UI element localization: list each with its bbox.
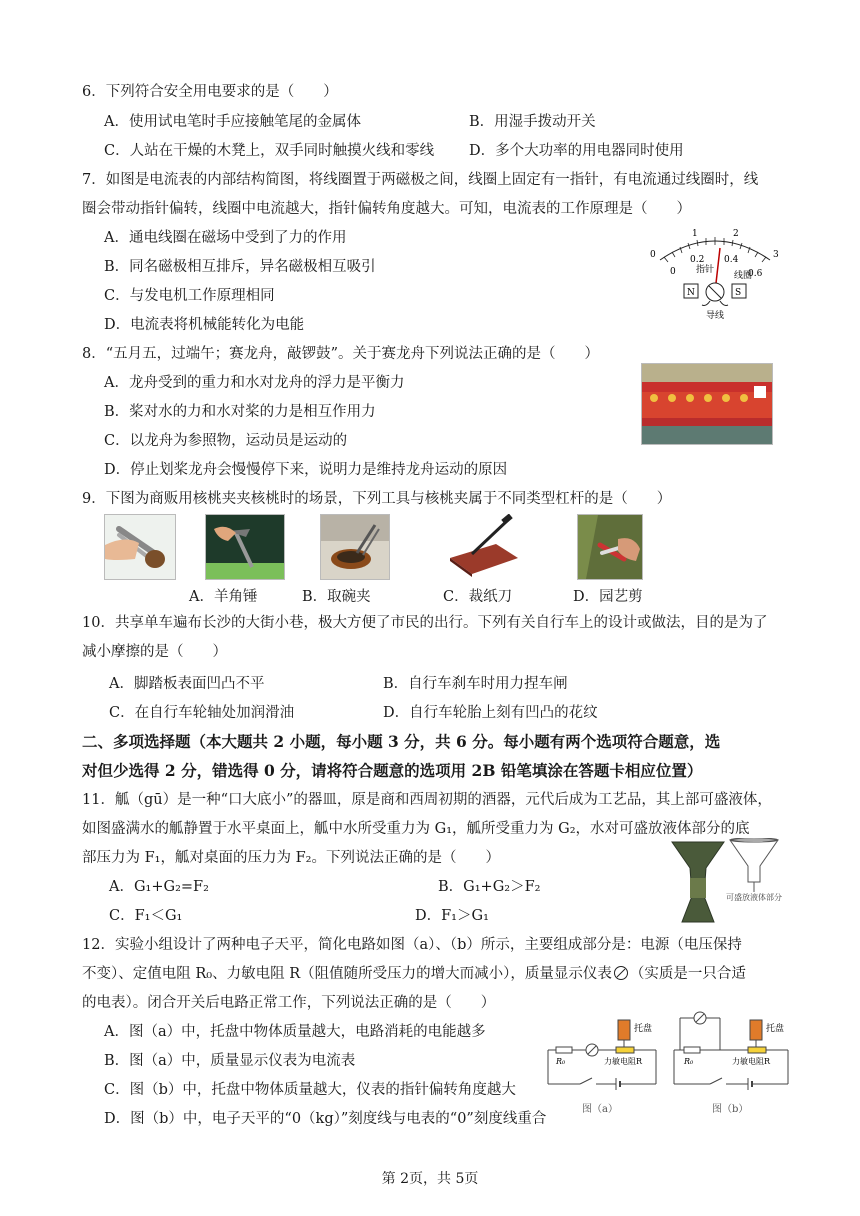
meter-symbol-icon xyxy=(613,965,629,981)
walnut-cracker-photo xyxy=(104,514,176,580)
q10-option-b: B．自行车刹车时用力捏车闸 xyxy=(383,676,568,692)
circuit-diagram-b xyxy=(670,1008,794,1096)
q8-option-a: A．龙舟受到的重力和水对龙舟的浮力是平衡力 xyxy=(104,375,405,391)
dragon-boat-photo xyxy=(641,363,773,445)
circuit-a-tray-label: 托盘 xyxy=(634,1024,653,1034)
scale-bottom-2: 0.4 xyxy=(724,255,739,265)
gu-vessel-figure xyxy=(668,838,786,926)
q8-stem: 8．“五月五，过端午；赛龙舟，敲锣鼓”。关于赛龙舟下列说法正确的是（ ） xyxy=(82,346,600,362)
q9-option-d: D．园艺剪 xyxy=(573,589,643,605)
circuit-a-r: 力敏电阻R xyxy=(604,1057,643,1066)
scale-bottom-1: 0.2 xyxy=(690,255,705,265)
q11-option-a: A．G₁+G₂=F₂ xyxy=(109,879,209,895)
q10-stem-line2: 减小摩擦的是（ ） xyxy=(82,644,227,660)
q6-option-b: B．用湿手拨动开关 xyxy=(469,114,596,130)
q7-option-c: C．与发电机工作原理相同 xyxy=(104,288,275,304)
ammeter-diagram xyxy=(640,222,790,324)
circuit-a-caption: 图（a） xyxy=(582,1104,618,1115)
section2-title-line2: 对但少选得 2 分，错选得 0 分，请将符合题意的选项用 2B 铅笔填涂在答题卡相应位置） xyxy=(82,761,703,780)
q7-option-b: B．同名磁极相互排斥，异名磁极相互吸引 xyxy=(104,259,376,275)
magnet-n: N xyxy=(687,288,695,298)
q10-option-c: C．在自行车轮轴处加润滑油 xyxy=(109,705,295,721)
scale-top-3: 3 xyxy=(773,250,779,260)
q8-option-d: D．停止划桨龙舟会慢慢停下来，说明力是维持龙舟运动的原因 xyxy=(104,462,508,478)
q10-option-a: A．脚踏板表面凹凸不平 xyxy=(109,676,265,692)
q12-option-b: B．图（a）中，质量显示仪表为电流表 xyxy=(104,1053,356,1069)
q7-stem-line2: 圈会带动指针偏转，线圈中电流越大，指针偏转角度越大。可知，电流表的工作原理是（ ） xyxy=(82,201,691,217)
scale-top-0: 0 xyxy=(650,250,656,260)
q12-stem-line2-text: 不变）、定值电阻 R₀、力敏电阻 R（阻值随所受压力的增大而减小），质量显示仪表 xyxy=(82,966,612,982)
coil-label: 线圈 xyxy=(734,271,753,281)
q6-option-a: A．使用试电笔时手应接触笔尾的金属体 xyxy=(104,114,361,130)
q11-option-b: B．G₁+G₂＞F₂ xyxy=(438,879,541,895)
q10-option-d: D．自行车轮胎上刻有凹凸的花纹 xyxy=(383,705,598,721)
gu-figure-label: 可盛放液体部分 xyxy=(726,893,782,902)
q11-option-d: D．F₁＞G₁ xyxy=(415,908,489,924)
q8-option-b: B．桨对水的力和水对桨的力是相互作用力 xyxy=(104,404,376,420)
scale-top-2: 2 xyxy=(733,229,739,239)
q6-option-d: D．多个大功率的用电器同时使用 xyxy=(469,143,684,159)
q9-option-a: A．羊角锤 xyxy=(189,589,258,605)
q11-stem-line3: 部压力为 F₁，觚对桌面的压力为 F₂。下列说法正确的是（ ） xyxy=(82,850,500,866)
circuit-b-caption: 图（b） xyxy=(712,1104,749,1115)
scale-bottom-0: 0 xyxy=(670,267,676,277)
q7-stem-line1: 7．如图是电流表的内部结构简图，将线圈置于两磁极之间，线圈上固定有一指针，有电流通过线圈时，线 xyxy=(82,172,759,188)
q12-stem-line1: 12．实验小组设计了两种电子天平，简化电路如图（a）、（b）所示，主要组成部分是：电源（电压保持 xyxy=(82,937,742,953)
paper-cutter-photo xyxy=(446,514,522,578)
magnet-s: S xyxy=(735,288,742,298)
q12-option-d: D．图（b）中，电子天平的“0（kg）”刻度线与电表的“0”刻度线重合 xyxy=(104,1111,547,1127)
scale-top-1: 1 xyxy=(692,229,698,239)
q11-option-c: C．F₁＜G₁ xyxy=(109,908,183,924)
q8-option-c: C．以龙舟为参照物，运动员是运动的 xyxy=(104,433,348,449)
q7-option-a: A．通电线圈在磁场中受到了力的作用 xyxy=(104,230,347,246)
q11-stem-line2: 如图盛满水的觚静置于水平桌面上，觚中水所受重力为 G₁，觚所受重力为 G₂，水对可盛放液体部分的底 xyxy=(82,821,750,837)
q12-stem-line3: 的电表）。闭合开关后电路正常工作，下列说法正确的是（ ） xyxy=(82,995,496,1011)
q9-option-c: C．裁纸刀 xyxy=(443,589,513,605)
pointer-label: 指针 xyxy=(696,265,715,275)
q11-stem-line1: 11．觚（gū）是一种“口大底小”的器皿，原是商和西周初期的酒器，元代后成为工艺品，其上部可盛液体， xyxy=(82,792,772,808)
page-number: 第 2页，共 5页 xyxy=(381,1171,479,1187)
scale-bottom-3: 0.6 xyxy=(748,269,763,279)
q7-option-d: D．电流表将机械能转化为电能 xyxy=(104,317,305,333)
q12-stem-line2-tail: （实质是一只合适 xyxy=(629,966,746,982)
garden-shears-photo xyxy=(577,514,643,580)
q12-option-a: A．图（a）中，托盘中物体质量越大，电路消耗的电能越多 xyxy=(104,1024,486,1040)
claw-hammer-photo xyxy=(205,514,285,580)
circuit-diagram-a xyxy=(540,1018,664,1096)
q12-stem-line2 xyxy=(82,964,746,984)
q12-option-c: C．图（b）中，托盘中物体质量越大，仪表的指针偏转角度越大 xyxy=(104,1082,516,1098)
q9-stem: 9．下图为商贩用核桃夹夹核桃时的场景，下列工具与核桃夹属于不同类型杠杆的是（ ） xyxy=(82,491,672,507)
bowl-tongs-photo xyxy=(320,514,390,580)
q9-option-b: B．取碗夹 xyxy=(302,589,371,605)
circuit-b-r0: R₀ xyxy=(684,1057,694,1066)
circuit-a-r0: R₀ xyxy=(556,1057,566,1066)
q6-stem: 6．下列符合安全用电要求的是（ ） xyxy=(82,84,338,100)
q6-option-c: C．人站在干燥的木凳上，双手同时触摸火线和零线 xyxy=(104,143,435,159)
circuit-b-tray-label: 托盘 xyxy=(766,1024,785,1034)
section2-title-line1: 二、多项选择题（本大题共 2 小题，每小题 3 分，共 6 分。每小题有两个选项符合题意，选 xyxy=(82,732,721,751)
circuit-b-r: 力敏电阻R xyxy=(732,1057,771,1066)
wire-label: 导线 xyxy=(706,311,725,321)
q10-stem-line1: 10．共享单车遍布长沙的大街小巷，极大方便了市民的出行。下列有关自行车上的设计或做法，目的是为了 xyxy=(82,615,768,631)
